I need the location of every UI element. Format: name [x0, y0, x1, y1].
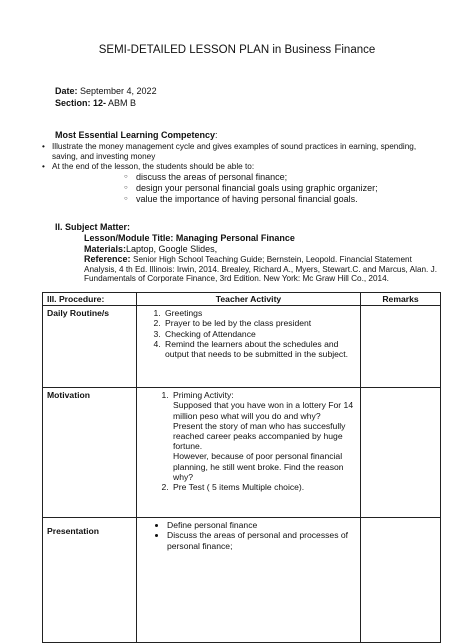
list-item: 2. Pre Test ( 5 items Multiple choice). — [171, 482, 356, 492]
motivation-activity — [137, 388, 361, 518]
objectives-list — [124, 172, 444, 205]
motivation-remarks — [361, 388, 441, 518]
daily-routine-list — [141, 308, 356, 359]
procedure-table — [42, 292, 441, 643]
reference-line — [84, 255, 440, 284]
page-title: SEMI-DETAILED LESSON PLAN in Business Finance — [98, 44, 376, 56]
date-label: Date: — [55, 86, 78, 96]
competency-bullet-2 — [42, 162, 437, 172]
circle-bullet-icon: ○ — [124, 174, 128, 180]
section-line — [55, 98, 136, 109]
presentation-activity — [137, 518, 361, 643]
bullet-icon: • — [42, 142, 45, 151]
circle-bullet-icon: ○ — [124, 196, 128, 202]
objective-item — [124, 183, 444, 194]
teacher-activity-header: Teacher Activity — [137, 293, 361, 306]
presentation-label: Presentation — [43, 518, 137, 643]
competency-bullet-1-text: Illustrate the money management cycle and gives examples of sound practices in earning, spending, saving, and investing money — [52, 142, 417, 161]
table-header-row — [43, 293, 441, 306]
presentation-remarks — [361, 518, 441, 643]
materials-value: Laptop, Google Slides, — [126, 244, 218, 254]
competency-colon: : — [215, 130, 218, 140]
table-row — [43, 306, 441, 388]
table-row — [43, 518, 441, 643]
list-item: 4. Remind the learners about the schedules and output that needs to be submitted in the subject. — [163, 339, 356, 359]
date-value: September 4, 2022 — [77, 86, 157, 96]
competency-heading-text: Most Essential Learning Competency — [55, 130, 216, 140]
daily-routine-activity — [137, 306, 361, 388]
subject-heading: II. Subject Matter: — [55, 222, 131, 232]
list-item — [171, 390, 356, 482]
subject-details — [84, 233, 440, 284]
module-title-value: Managing Personal Finance — [175, 233, 295, 243]
objective-text: discuss the areas of personal finance; — [136, 172, 288, 182]
daily-routine-label: Daily Routine/s — [43, 306, 137, 388]
materials-line — [84, 244, 440, 255]
materials-label: Materials: — [84, 244, 127, 254]
procedure-header: III. Procedure: — [43, 293, 137, 306]
list-item: 1. Greetings — [163, 308, 356, 318]
competency-list — [42, 142, 437, 172]
bullet-icon: • — [42, 162, 45, 172]
priming-activity-title: Priming Activity: — [173, 390, 234, 401]
circle-bullet-icon: ○ — [124, 185, 128, 191]
motivation-text: Present the story of man who has succesfully reached career peaks accompanied by huge fortune. — [173, 420, 346, 452]
list-item: 3. Checking of Attendance — [163, 329, 356, 339]
objective-item — [124, 172, 444, 183]
section-value: ABM B — [106, 98, 137, 108]
objective-text: design your personal financial goals using graphic organizer; — [136, 183, 378, 193]
competency-bullet-2-text: At the end of the lesson, the students should be able to: — [52, 162, 255, 172]
list-item: • Discuss the areas of personal and processes of personal finance; — [167, 530, 356, 550]
section-label: Section: 12- — [55, 98, 107, 108]
reference-label: Reference: — [84, 254, 134, 264]
objective-text: value the importance of having personal financial goals. — [136, 194, 358, 204]
list-item: 2. Prayer to be led by the class president — [163, 318, 356, 328]
motivation-text: Supposed that you have won in a lottery For 14 million peso what will you do and why? — [173, 400, 354, 421]
competency-heading — [55, 130, 218, 141]
motivation-label: Motivation — [43, 388, 137, 518]
date-line — [55, 86, 157, 97]
module-title-line — [84, 233, 440, 244]
objective-item — [124, 194, 444, 205]
presentation-list — [141, 520, 356, 551]
competency-bullet-1 — [42, 142, 437, 161]
motivation-list — [141, 390, 356, 492]
daily-routine-remarks — [361, 306, 441, 388]
module-title-label: Lesson/Module Title: — [84, 233, 176, 243]
list-item: • Define personal finance — [167, 520, 356, 530]
table-row — [43, 388, 441, 518]
motivation-text: However, because of poor personal financial planning, he still went broke. Find the reason why? — [173, 451, 344, 482]
reference-value: Senior High School Teaching Guide; Bernstein, Leopold. Financial Statement Analysis, 4 th Ed. Illinois: Irwin, 2014. Brealey, Richard A., Myers, Stewart.C. and Marcus, Alan. J. Fundamentals of Corporate Finance, 3rd Edition. New York: Mc Graw Hill Co., 2014. — [84, 255, 437, 284]
remarks-header: Remarks — [361, 293, 441, 306]
